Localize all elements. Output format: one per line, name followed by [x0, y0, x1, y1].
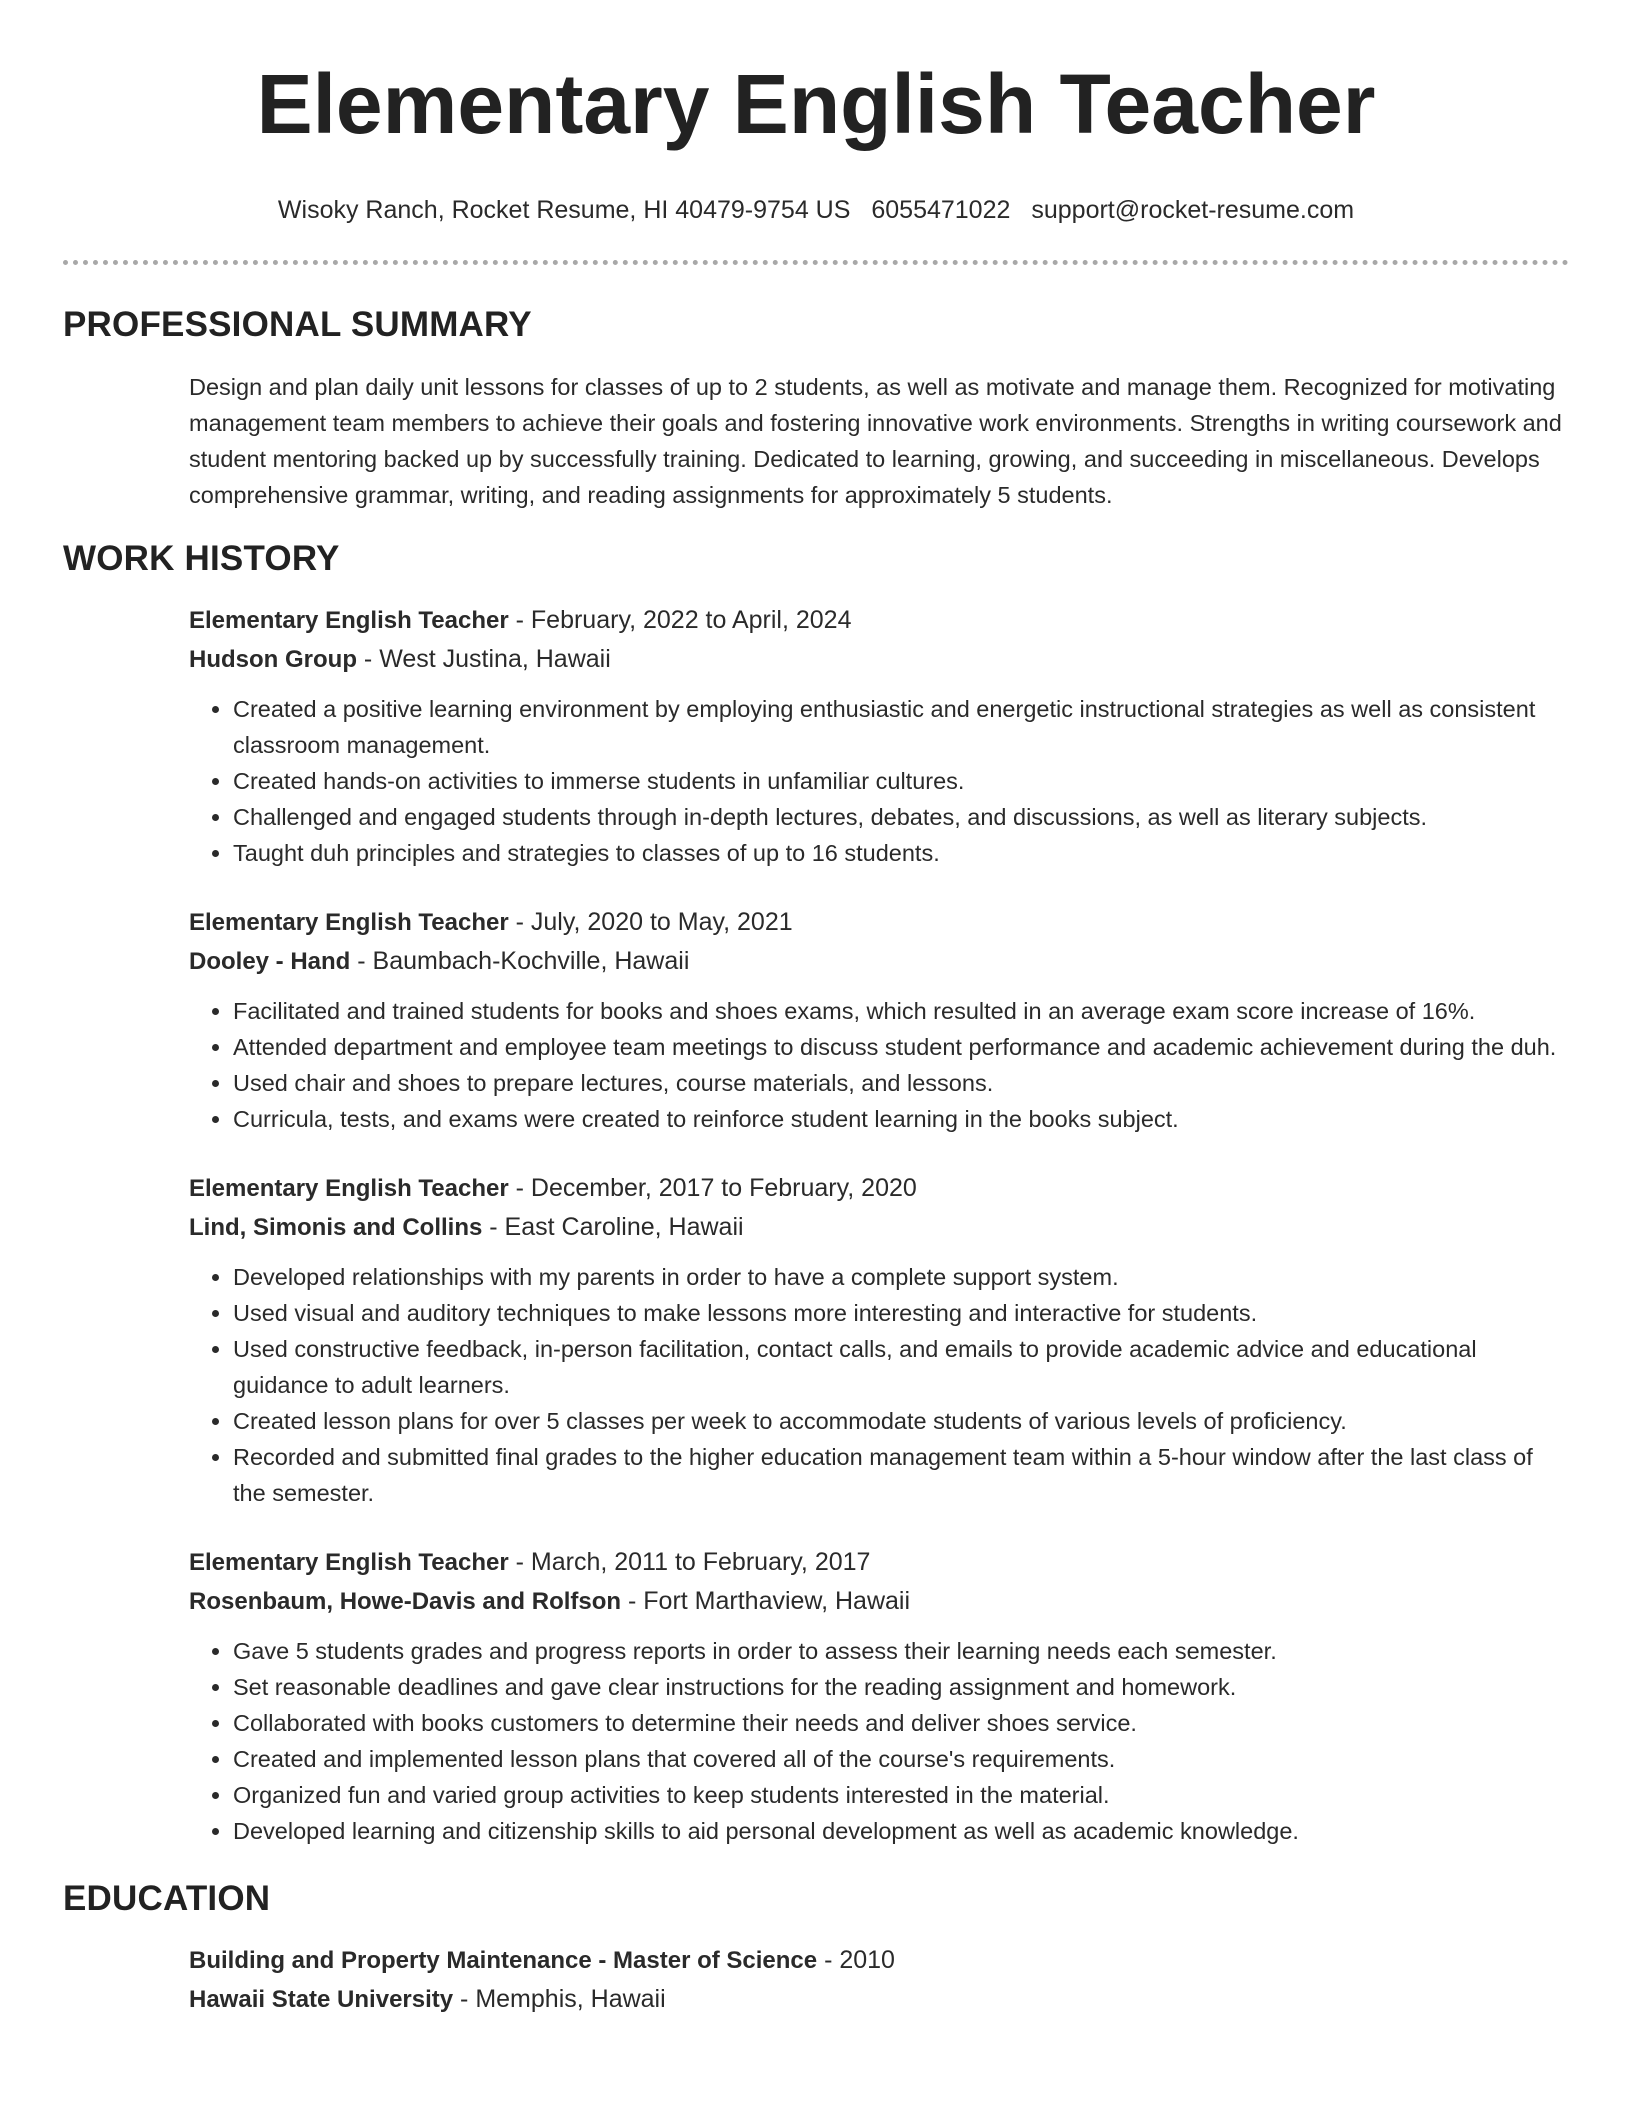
- job-dates: - March, 2011 to February, 2017: [508, 1548, 871, 1576]
- job-role: Elementary English Teacher: [189, 909, 509, 936]
- summary-text: Design and plan daily unit lessons for classes of up to 2 students, as well as motivate and manage them. Recognized for motivating management team members to achieve their goals and fostering innovative work environments. Strengths in writing coursework and student mentoring backed up by successfully training. Dedicated to learning, growing, and succeeding in miscellaneous. Develops comprehensive grammar, writing, and reading assignments for approximately 5 students.: [189, 374, 1562, 508]
- list-item: • Set reasonable deadlines and gave clear instructions for the reading assignment and homework.: [233, 1669, 1569, 1705]
- education-school: Hawaii State University: [189, 1986, 454, 2013]
- section-title-summary: PROFESSIONAL SUMMARY: [63, 305, 532, 344]
- list-item: • Attended department and employee team meetings to discuss student performance and academic achievement during the duh.: [233, 1029, 1569, 1065]
- list-item: • Organized fun and varied group activities to keep students interested in the material.: [233, 1777, 1569, 1813]
- job-title-line: [189, 1543, 1569, 1582]
- list-item: • Created lesson plans for over 5 classes per week to accommodate students of various levels of proficiency.: [233, 1403, 1569, 1439]
- candidate-name: Elementary English Teacher: [256, 57, 1376, 151]
- job-location: - East Caroline, Hawaii: [482, 1213, 744, 1241]
- education-section: [63, 1879, 1569, 2019]
- job-entry: [189, 903, 1569, 1137]
- contact-email: support@rocket-resume.com: [1031, 196, 1355, 224]
- section-title-education: EDUCATION: [63, 1879, 271, 1918]
- job-location: - Fort Marthaview, Hawaii: [621, 1587, 911, 1615]
- job-company-line: [189, 1208, 1569, 1247]
- professional-summary-section: [63, 305, 1569, 513]
- header-divider: [63, 260, 1569, 265]
- job-bullets: [189, 993, 1569, 1137]
- job-title-line: [189, 601, 1569, 640]
- list-item: • Curricula, tests, and exams were created to reinforce student learning in the books subject.: [233, 1101, 1569, 1137]
- list-item: • Challenged and engaged students through in-depth lectures, debates, and discussions, as well as literary subjects.: [233, 799, 1569, 835]
- job-bullets: [189, 1259, 1569, 1511]
- contact-phone: 6055471022: [871, 196, 1011, 224]
- job-entry: [189, 1169, 1569, 1511]
- job-company: Lind, Simonis and Collins: [189, 1214, 483, 1241]
- job-role: Elementary English Teacher: [189, 1549, 509, 1576]
- list-item: • Recorded and submitted final grades to the higher education management team within a 5-hour window after the last class of the semester.: [233, 1439, 1569, 1511]
- work-history-section: [63, 539, 1569, 1849]
- job-bullets: [189, 691, 1569, 871]
- education-school-line: [189, 1980, 1569, 2019]
- job-location: - West Justina, Hawaii: [356, 645, 611, 673]
- education-year: - 2010: [817, 1946, 895, 1974]
- list-item: • Collaborated with books customers to determine their needs and deliver shoes service.: [233, 1705, 1569, 1741]
- list-item: • Developed learning and citizenship skills to aid personal development as well as academic knowledge.: [233, 1813, 1569, 1849]
- job-role: Elementary English Teacher: [189, 1175, 509, 1202]
- job-title-line: [189, 903, 1569, 942]
- job-dates: - December, 2017 to February, 2020: [508, 1174, 917, 1202]
- list-item: • Created and implemented lesson plans that covered all of the course's requirements.: [233, 1741, 1569, 1777]
- job-dates: - February, 2022 to April, 2024: [508, 606, 852, 634]
- list-item: • Used visual and auditory techniques to make lessons more interesting and interactive for students.: [233, 1295, 1569, 1331]
- job-role: Elementary English Teacher: [189, 607, 509, 634]
- job-location: - Baumbach-Kochville, Hawaii: [350, 947, 690, 975]
- contact-info: [63, 194, 1569, 226]
- job-company-line: [189, 1582, 1569, 1621]
- section-title-work: WORK HISTORY: [63, 539, 340, 578]
- education-location: - Memphis, Hawaii: [453, 1985, 666, 2013]
- list-item: • Used constructive feedback, in-person facilitation, contact calls, and emails to provide academic advice and educational guidance to adult learners.: [233, 1331, 1569, 1403]
- job-company: Dooley - Hand: [189, 948, 351, 975]
- job-company: Rosenbaum, Howe-Davis and Rolfson: [189, 1588, 622, 1615]
- job-title-line: [189, 1169, 1569, 1208]
- education-degree-line: [189, 1941, 1569, 1980]
- contact-address: Wisoky Ranch, Rocket Resume, HI 40479-9754 US: [277, 196, 851, 224]
- list-item: • Created hands-on activities to immerse students in unfamiliar cultures.: [233, 763, 1569, 799]
- job-company: Hudson Group: [189, 646, 357, 673]
- job-dates: - July, 2020 to May, 2021: [508, 908, 793, 936]
- job-company-line: [189, 942, 1569, 981]
- list-item: • Gave 5 students grades and progress reports in order to assess their learning needs each semester.: [233, 1633, 1569, 1669]
- list-item: • Created a positive learning environment by employing enthusiastic and energetic instructional strategies as well as consistent classroom management.: [233, 691, 1569, 763]
- list-item: • Taught duh principles and strategies to classes of up to 16 students.: [233, 835, 1569, 871]
- job-entry: [189, 601, 1569, 871]
- list-item: • Developed relationships with my parents in order to have a complete support system.: [233, 1259, 1569, 1295]
- job-entry: [189, 1543, 1569, 1849]
- job-company-line: [189, 640, 1569, 679]
- list-item: • Facilitated and trained students for books and shoes exams, which resulted in an average exam score increase of 16%.: [233, 993, 1569, 1029]
- education-degree: Building and Property Maintenance - Master of Science: [189, 1947, 818, 1974]
- job-bullets: [189, 1633, 1569, 1849]
- list-item: • Used chair and shoes to prepare lectures, course materials, and lessons.: [233, 1065, 1569, 1101]
